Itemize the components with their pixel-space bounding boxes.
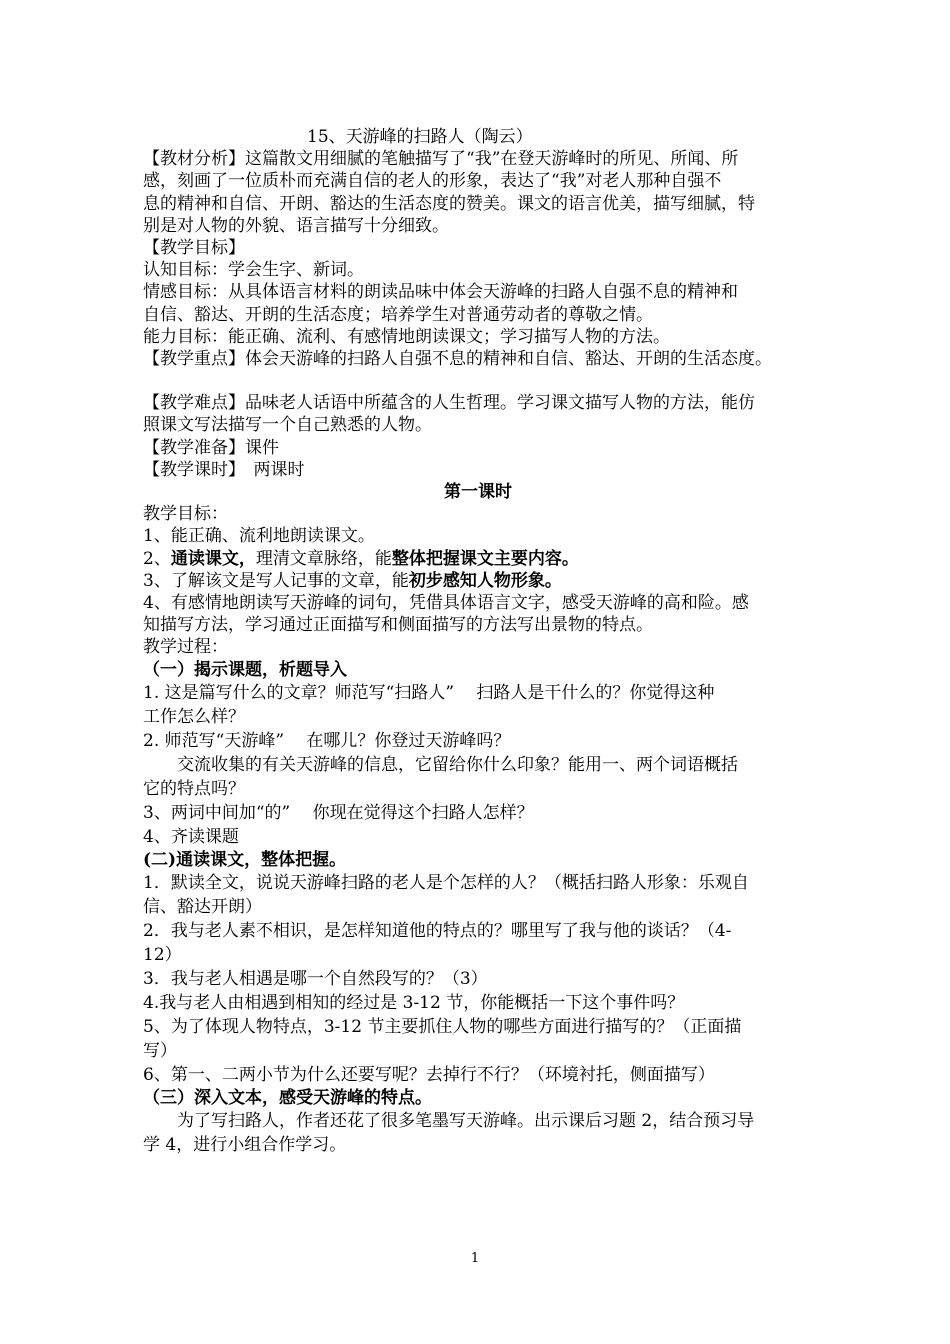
section-line: 为了写扫路人，作者还花了很多笔墨写天游峰。出示课后习题 2，结合预习导 (177, 1111, 755, 1132)
section-line: 3．我与老人相遇是哪一个自然段写的？（3） (143, 969, 488, 990)
lesson-goal: 1、能正确、流利地朗读课文。 (143, 526, 375, 547)
section-line: 工作怎么样？ (143, 706, 245, 727)
section-line: 交流收集的有关天游峰的信息，它留给你什么印象？能用一、两个词语概括 (177, 754, 738, 775)
lesson-goals-label: 教学目标： (143, 504, 228, 525)
page-number: 1 (470, 1251, 480, 1266)
lesson-goal-bold: 整体把握课文主要内容。 (391, 548, 579, 569)
lesson-goal (143, 570, 813, 592)
lesson-goal-bold: 初步感知人物形象。 (408, 570, 562, 591)
difficulty-line: 【教学难点】品味老人话语中所蕴含的人生哲理。学习课文描写人物的方法，能仿 (143, 393, 755, 414)
key-point: 【教学重点】体会天游峰的扫路人自强不息的精神和自信、豁达、开朗的生活态度。 (143, 349, 772, 370)
prep-line: 【教学准备】课件 (143, 437, 279, 458)
section-line: 2．我与老人素不相识，是怎样知道他的特点的？哪里写了我与他的谈话？（4- (143, 921, 732, 942)
lesson-goal: 知描写方法，学习通过正面描写和侧面描写的方法写出景物的特点。 (143, 615, 653, 636)
section-line: 12） (143, 945, 182, 966)
section-line: 4、齐读课题 (143, 826, 239, 847)
document-content (143, 126, 813, 1157)
goal-line: 认知目标：学会生字、新词。 (143, 260, 364, 281)
section-line: 1. 这是篇写什么的文章？师范写“扫路人” 扫路人是干什么的？你觉得这种 (143, 682, 715, 703)
section-line: 4.我与老人由相遇到相知的经过是 3-12 节，你能概括一下这个事件吗？ (143, 993, 685, 1014)
section-line: 写） (143, 1041, 177, 1062)
section-line: 它的特点吗？ (143, 778, 245, 799)
lesson-heading: 第一课时 (444, 482, 512, 503)
analysis-line: 感，刻画了一位质朴而充满自信的老人的形象，表达了“我”对老人那种自强不 (143, 171, 722, 192)
section-line: 6、第一、二两小节为什么还要写呢？去掉行不行？（环境衬托，侧面描写） (143, 1065, 715, 1086)
goal-line: 能力目标：能正确、流利、有感情地朗读课文；学习描写人物的方法。 (143, 326, 670, 347)
goal-line: 情感目标：从具体语言材料的朗读品味中体会天游峰的扫路人自强不息的精神和 (143, 282, 738, 303)
difficulty-line: 照课文写法描写一个自己熟悉的人物。 (143, 415, 432, 436)
section-line: 2. 师范写“天游峰” 在哪儿？你登过天游峰吗？ (143, 730, 511, 751)
spacer (143, 370, 813, 392)
section-heading: （三）深入文本，感受天游峰的特点。 (143, 1088, 432, 1109)
lesson-goal-bold: 通读课文， (170, 548, 256, 569)
analysis-line: 【教材分析】这篇散文用细腻的笔触描写了“我”在登天游峰时的所见、所闻、所 (143, 149, 739, 170)
goal-line: 自信、豁达、开朗的生活态度；培养学生对普通劳动者的尊敬之情。 (143, 304, 653, 325)
section-line: 学 4，进行小组合作学习。 (143, 1135, 347, 1156)
section-heading: (二)通读课文，整体把握。 (143, 849, 347, 870)
process-label: 教学过程： (143, 637, 228, 658)
lesson-goal-text: 理清文章脉络，能 (255, 548, 392, 569)
goals-heading: 【教学目标】 (143, 238, 245, 259)
analysis-line: 息的精神和自信、开朗、豁达的生活态度的赞美。课文的语言优美，描写细腻，特 (143, 193, 755, 214)
hours-line: 【教学课时】 两课时 (143, 459, 305, 480)
section-heading: （一）揭示课题，析题导入 (143, 659, 347, 680)
document-title: 15、天游峰的扫路人（陶云） (307, 127, 533, 147)
section-line: 信、豁达开朗） (143, 897, 262, 918)
section-line: 1．默读全文，说说天游峰扫路的老人是个怎样的人？（概括扫路人形象：乐观自 (143, 873, 749, 894)
analysis-line: 别是对人物的外貌、语言描写十分细致。 (143, 215, 449, 236)
section-line: 5、为了体现人物特点，3-12 节主要抓住人物的哪些方面进行描写的？（正面描 (143, 1017, 742, 1038)
lesson-goal: 4、有感情地朗读写天游峰的词句，凭借具体语言文字，感受天游峰的高和险。感 (143, 593, 749, 614)
lesson-goal-text: 2、 (143, 548, 171, 569)
lesson-goal (143, 548, 813, 570)
lesson-goal-text: 3、了解该文是写人记事的文章，能 (143, 570, 409, 591)
section-line: 3、两词中间加“的” 你现在觉得这个扫路人怎样？ (143, 802, 534, 823)
